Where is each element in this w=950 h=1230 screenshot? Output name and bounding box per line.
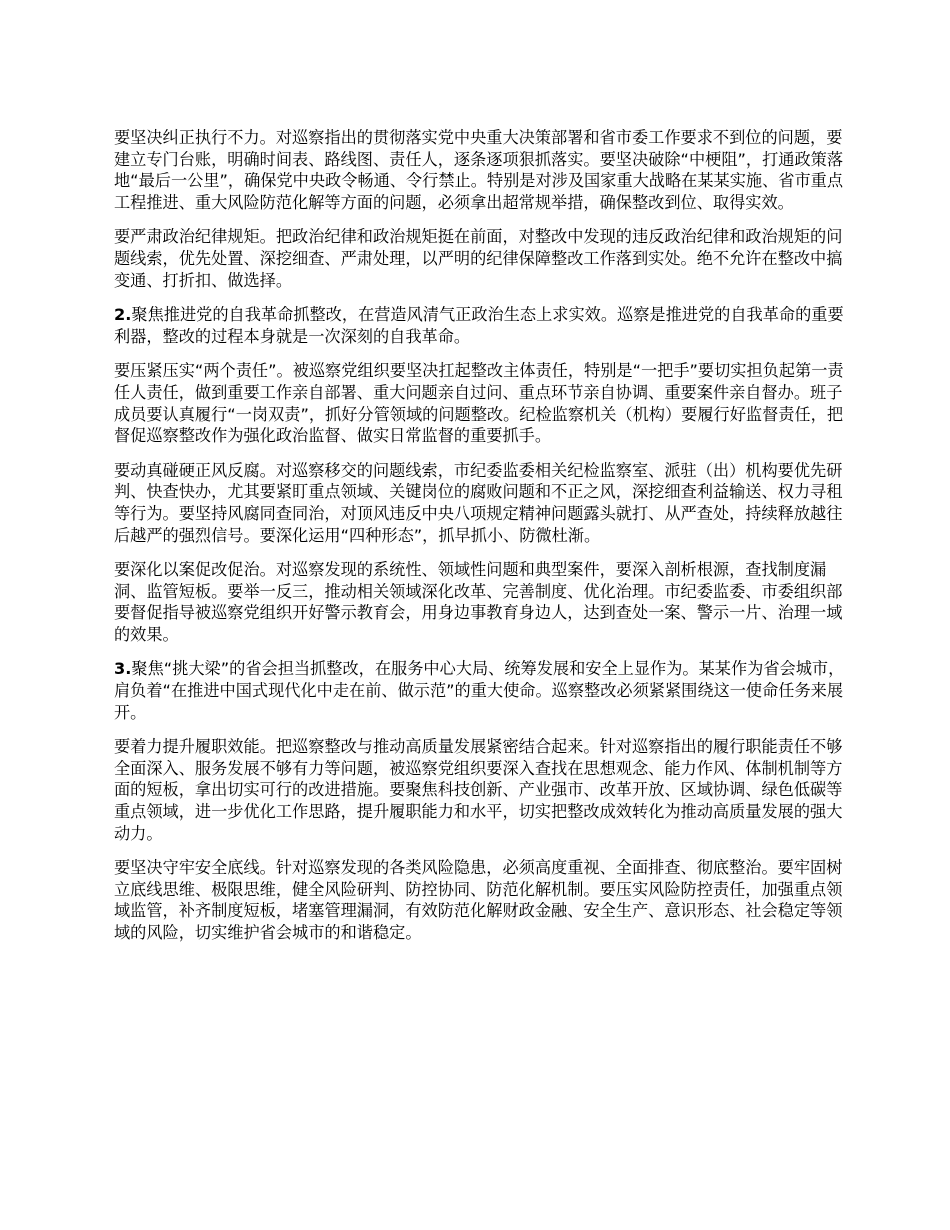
paragraph-text: 要坚决守牢安全底线。针对巡察发现的各类风险隐患，必须高度重视、全面排查、彻底整治。要牢固树立底线思维、极限思维，健全风险研判、防控协同、防范化解机制。要压实风险防控责任，加强重点领域监管，补齐制度短板，堵塞管理漏洞，有效防范化解财政金融、安全生产、意识形态、社会稳定等领域的风险，切实维护省会城市的和谐稳定。 — [114, 858, 843, 942]
paragraph-9 — [114, 857, 854, 943]
paragraph-1 — [114, 127, 854, 213]
paragraph-8 — [114, 736, 854, 844]
paragraph-4 — [114, 360, 854, 446]
paragraph-number: 3. — [114, 659, 132, 679]
paragraph-text: 要深化以案促改促治。对巡察发现的系统性、领域性问题和典型案件，要深入剖析根源，查找制度漏洞、监管短板。要举一反三，推动相关领域深化改革、完善制度、优化治理。市纪委监委、市委组织部要督促指导被巡察党组织开好警示教育会，用身边事教育身边人，达到查处一案、警示一片、治理一域的效果。 — [114, 560, 843, 644]
paragraph-text: 要严肃政治纪律规矩。把政治纪律和政治规矩挺在前面，对整改中发现的违反政治纪律和政治规矩的问题线索，优先处置、深挖细查、严肃处理，以严明的纪律保障整改工作落到实处。绝不允许在整改中搞变通、打折扣、做选择。 — [114, 227, 843, 290]
paragraph-5 — [114, 460, 854, 546]
paragraph-2 — [114, 226, 854, 291]
paragraph-text: 聚焦“挑大梁”的省会担当抓整改，在服务中心大局、统筹发展和安全上显作为。某某作为省会城市，肩负着“在推进中国式现代化中走在前、做示范”的重大使命。巡察整改必须紧紧围绕这一使命任务来展开。 — [114, 659, 845, 722]
paragraph-number: 2. — [114, 305, 132, 325]
document-body — [114, 127, 854, 957]
paragraph-6 — [114, 559, 854, 645]
paragraph-text: 要压紧压实“两个责任”。被巡察党组织要坚决扛起整改主体责任，特别是“一把手”要切实担负起第一责任人责任，做到重要工作亲自部署、重大问题亲自过问、重点环节亲自协调、重要案件亲自督办。班子成员要认真履行“一岗双责”，抓好分管领域的问题整改。纪检监察机关（机构）要履行好监督责任，把督促巡察整改作为强化政治监督、做实日常监督的重要抓手。 — [114, 361, 844, 446]
paragraph-text: 要动真碰硬正风反腐。对巡察移交的问题线索，市纪委监委相关纪检监察室、派驻（出）机构要优先研判、快查快办，尤其要紧盯重点领域、关键岗位的腐败问题和不正之风，深挖细查利益输送、权力寻租等行为。要坚持风腐同查同治，对顶风违反中央八项规定精神问题露头就打、从严查处，持续释放越往后越严的强烈信号。要深化运用“四种形态”，抓早抓小、防微杜渐。 — [114, 460, 843, 545]
paragraph-3 — [114, 304, 854, 347]
paragraph-text: 要坚决纠正执行不力。对巡察指出的贯彻落实党中央重大决策部署和省市委工作要求不到位的问题，要建立专门台账，明确时间表、路线图、责任人，逐条逐项狠抓落实。要坚决破除“中梗阻”，打通政策落地“最后一公里”，确保党中央政令畅通、令行禁止。特别是对涉及国家重大战略在某某实施、省市重点工程推进、重大风险防范化解等方面的问题，必须拿出超常规举措，确保整改到位、取得实效。 — [114, 128, 844, 212]
paragraph-text: 聚焦推进党的自我革命抓整改，在营造风清气正政治生态上求实效。巡察是推进党的自我革命的重要利器，整改的过程本身就是一次深刻的自我革命。 — [114, 305, 844, 346]
paragraph-7 — [114, 658, 854, 723]
paragraph-text: 要着力提升履职效能。把巡察整改与推动高质量发展紧密结合起来。针对巡察指出的履行职能责任不够全面深入、服务发展不够有力等问题，被巡察党组织要深入查找在思想观念、能力作风、体制机制等方面的短板，拿出切实可行的改进措施。要聚焦科技创新、产业强市、改革开放、区域协调、绿色低碳等重点领域，进一步优化工作思路，提升履职能力和水平，切实把整改成效转化为推动高质量发展的强大动力。 — [114, 737, 843, 843]
